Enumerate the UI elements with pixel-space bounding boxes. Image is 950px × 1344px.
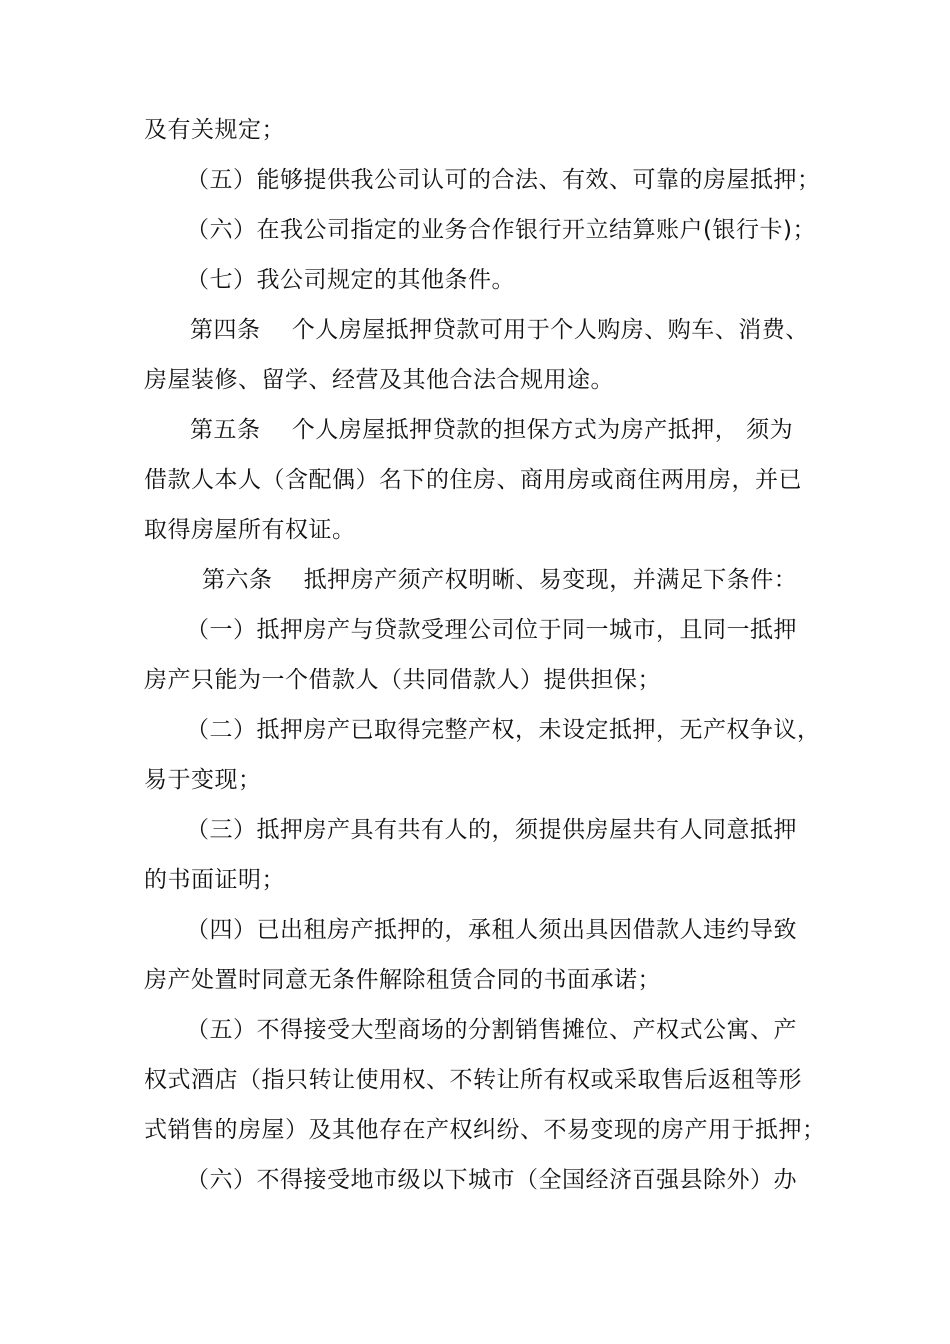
paragraph-line: （六）在我公司指定的业务合作银行开立结算账户(银行卡)；	[186, 217, 816, 243]
paragraph-line: 取得房屋所有权证。	[144, 517, 356, 543]
article-heading-line: 第四条 个人房屋抵押贷款可用于个人购房、购车、消费、	[190, 317, 809, 343]
paragraph-line: 式销售的房屋）及其他存在产权纠纷、不易变现的房产用于抵押；	[144, 1117, 826, 1143]
paragraph-line: 房产只能为一个借款人（共同借款人）提供担保；	[144, 667, 661, 693]
paragraph-line: 及有关规定；	[144, 117, 285, 143]
paragraph-line: （三）抵押房产具有共有人的，须提供房屋共有人同意抵押	[186, 817, 797, 843]
article-heading-line: 第六条 抵押房产须产权明晰、易变现，并满足下条件：	[202, 567, 798, 593]
paragraph-line: 权式酒店（指只转让使用权、不转让所有权或采取售后返租等形	[144, 1067, 802, 1093]
paragraph-line: （二）抵押房产已取得完整产权，未设定抵押，无产权争议，	[186, 717, 821, 743]
paragraph-line: 房产处置时同意无条件解除租赁合同的书面承诺；	[144, 967, 661, 993]
paragraph-line: （四）已出租房产抵押的，承租人须出具因借款人违约导致	[186, 917, 797, 943]
paragraph-line: 的书面证明；	[144, 867, 285, 893]
paragraph-line: 房屋装修、留学、经营及其他合法合规用途。	[144, 367, 614, 393]
paragraph-line: （六）不得接受地市级以下城市（全国经济百强县除外）办	[186, 1167, 797, 1193]
paragraph-line: （七）我公司规定的其他条件。	[186, 267, 515, 293]
paragraph-line: 借款人本人（含配偶）名下的住房、商用房或商住两用房，并已	[144, 467, 802, 493]
article-heading-line: 第五条 个人房屋抵押贷款的担保方式为房产抵押， 须为	[190, 417, 794, 443]
paragraph-line: 易于变现；	[144, 767, 262, 793]
paragraph-line: （一）抵押房产与贷款受理公司位于同一城市，且同一抵押	[186, 617, 797, 643]
paragraph-line: （五）不得接受大型商场的分割销售摊位、产权式公寓、产	[186, 1017, 797, 1043]
paragraph-line: （五）能够提供我公司认可的合法、有效、可靠的房屋抵押；	[186, 167, 821, 193]
